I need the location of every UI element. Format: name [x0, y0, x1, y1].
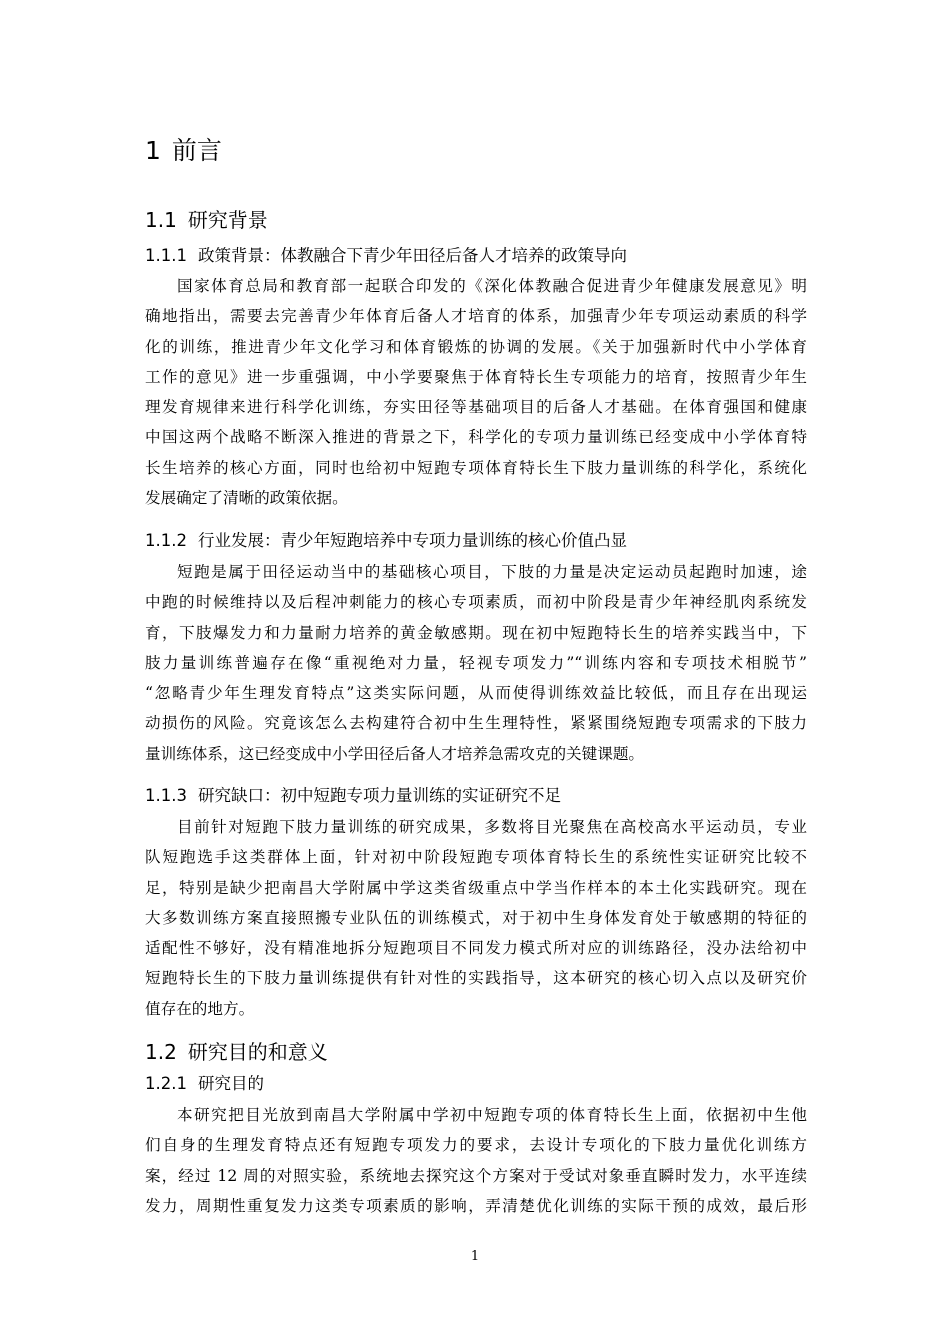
- paragraph-line: 值存在的地方。: [145, 999, 255, 1018]
- paragraph-line: “忽略青少年生理发育特点”这类实际问题，从而使得训练效益比较低，而且存在出现运: [145, 684, 807, 703]
- subsection-number: 1.1.1: [145, 246, 187, 265]
- paragraph-line: 大多数训练方案直接照搬专业队伍的训练模式，对于初中生身体发育处于敏感期的特征的: [145, 908, 807, 927]
- chapter-title: 前言: [171, 136, 222, 165]
- paragraph-line: 理发育规律来进行科学化训练，夯实田径等基础项目的后备人才基础。在体育强国和健康: [145, 398, 807, 417]
- section-title: 研究背景: [187, 208, 268, 232]
- subsection-title: 研究目的: [197, 1074, 264, 1093]
- subsection-heading-1-1-1: [145, 242, 627, 270]
- paragraph-line: 动损伤的风险。究竟该怎么去构建符合初中生生理特性，紧紧围绕短跑专项需求的下肢力: [145, 714, 807, 733]
- paragraph-line: 目前针对短跑下肢力量训练的研究成果，多数将目光聚焦在高校高水平运动员，专业: [177, 818, 807, 836]
- paragraph-line: 们自身的生理发育特点还有短跑专项发力的要求，去设计专项化的下肢力量优化训练方: [145, 1136, 807, 1155]
- paragraph-research-purpose: [145, 1100, 807, 1221]
- paragraph-line: 短跑特长生的下肢力量训练提供有针对性的实践指导，这本研究的核心切入点以及研究价: [145, 969, 807, 988]
- paragraph-line: 足，特别是缺少把南昌大学附属中学这类省级重点中学当作样本的本土化实践研究。现在: [145, 878, 807, 897]
- paragraph-line: 中跑的时候维持以及后程冲刺能力的核心专项素质，而初中阶段是青少年神经肌肉系统发: [145, 593, 807, 612]
- paragraph-line: 工作的意见》进一步重强调，中小学要聚焦于体育特长生专项能力的培育，按照青少年生: [145, 367, 807, 386]
- paragraph-line: 中国这两个战略不断深入推进的背景之下，科学化的专项力量训练已经变成中小学体育特: [145, 428, 807, 447]
- paragraph-research-gap: [145, 812, 807, 1024]
- paragraph-industry-development: [145, 557, 807, 769]
- paragraph-line: 肢力量训练普遍存在像“重视绝对力量，轻视专项发力”“训练内容和专项技术相脱节”: [145, 653, 807, 672]
- subsection-number: 1.1.3: [145, 786, 187, 805]
- subsection-number: 1.1.2: [145, 531, 187, 550]
- paragraph-policy-background: [145, 271, 807, 513]
- section-number: 1.2: [145, 1040, 177, 1064]
- section-heading-1-2: [145, 1036, 328, 1068]
- section-number: 1.1: [145, 208, 177, 232]
- paragraph-line: 本研究把目光放到南昌大学附属中学初中短跑专项的体育特长生上面，依据初中生他: [177, 1106, 807, 1124]
- subsection-title: 研究缺口：初中短跑专项力量训练的实证研究不足: [197, 786, 561, 805]
- section-heading-1-1: [145, 204, 268, 236]
- paragraph-line: 国家体育总局和教育部一起联合印发的《深化体教融合促进青少年健康发展意见》明: [177, 277, 807, 295]
- subsection-title: 政策背景：体教融合下青少年田径后备人才培养的政策导向: [197, 246, 627, 265]
- paragraph-line: 化的训练，推进青少年文化学习和体育锻炼的协调的发展。《关于加强新时代中小学体育: [145, 337, 807, 356]
- paragraph-line: 案，经过 12 周的对照实验，系统地去探究这个方案对于受试对象垂直瞬时发力，水平连续: [145, 1166, 807, 1185]
- chapter-number: 1: [145, 136, 161, 165]
- page-number: 1: [470, 1249, 480, 1264]
- subsection-number: 1.2.1: [145, 1074, 187, 1093]
- paragraph-line: 长生培养的核心方面，同时也给初中短跑专项体育特长生下肢力量训练的科学化，系统化: [145, 458, 807, 477]
- paragraph-line: 育，下肢爆发力和力量耐力培养的黄金敏感期。现在初中短跑特长生的培养实践当中，下: [145, 623, 807, 642]
- paragraph-line: 确地指出，需要去完善青少年体育后备人才培育的体系，加强青少年专项运动素质的科学: [145, 307, 807, 326]
- paragraph-line: 适配性不够好，没有精准地拆分短跑项目不同发力模式所对应的训练路径，没办法给初中: [145, 939, 807, 958]
- section-title: 研究目的和意义: [187, 1040, 328, 1064]
- paragraph-line: 短跑是属于田径运动当中的基础核心项目，下肢的力量是决定运动员起跑时加速，途: [177, 563, 807, 581]
- subsection-heading-1-1-3: [145, 782, 561, 810]
- chapter-heading: [145, 132, 222, 170]
- subsection-heading-1-2-1: [145, 1070, 264, 1098]
- paragraph-line: 队短跑选手这类群体上面，针对初中阶段短跑专项体育特长生的系统性实证研究比较不: [145, 848, 807, 867]
- paragraph-line: 量训练体系，这已经变成中小学田径后备人才培养急需攻克的关键课题。: [145, 744, 645, 763]
- paragraph-line: 发力，周期性重复发力这类专项素质的影响，弄清楚优化训练的实际干预的成效，最后形: [145, 1196, 807, 1215]
- paragraph-line: 发展确定了清晰的政策依据。: [145, 489, 348, 508]
- subsection-title: 行业发展：青少年短跑培养中专项力量训练的核心价值凸显: [197, 531, 627, 550]
- subsection-heading-1-1-2: [145, 527, 627, 555]
